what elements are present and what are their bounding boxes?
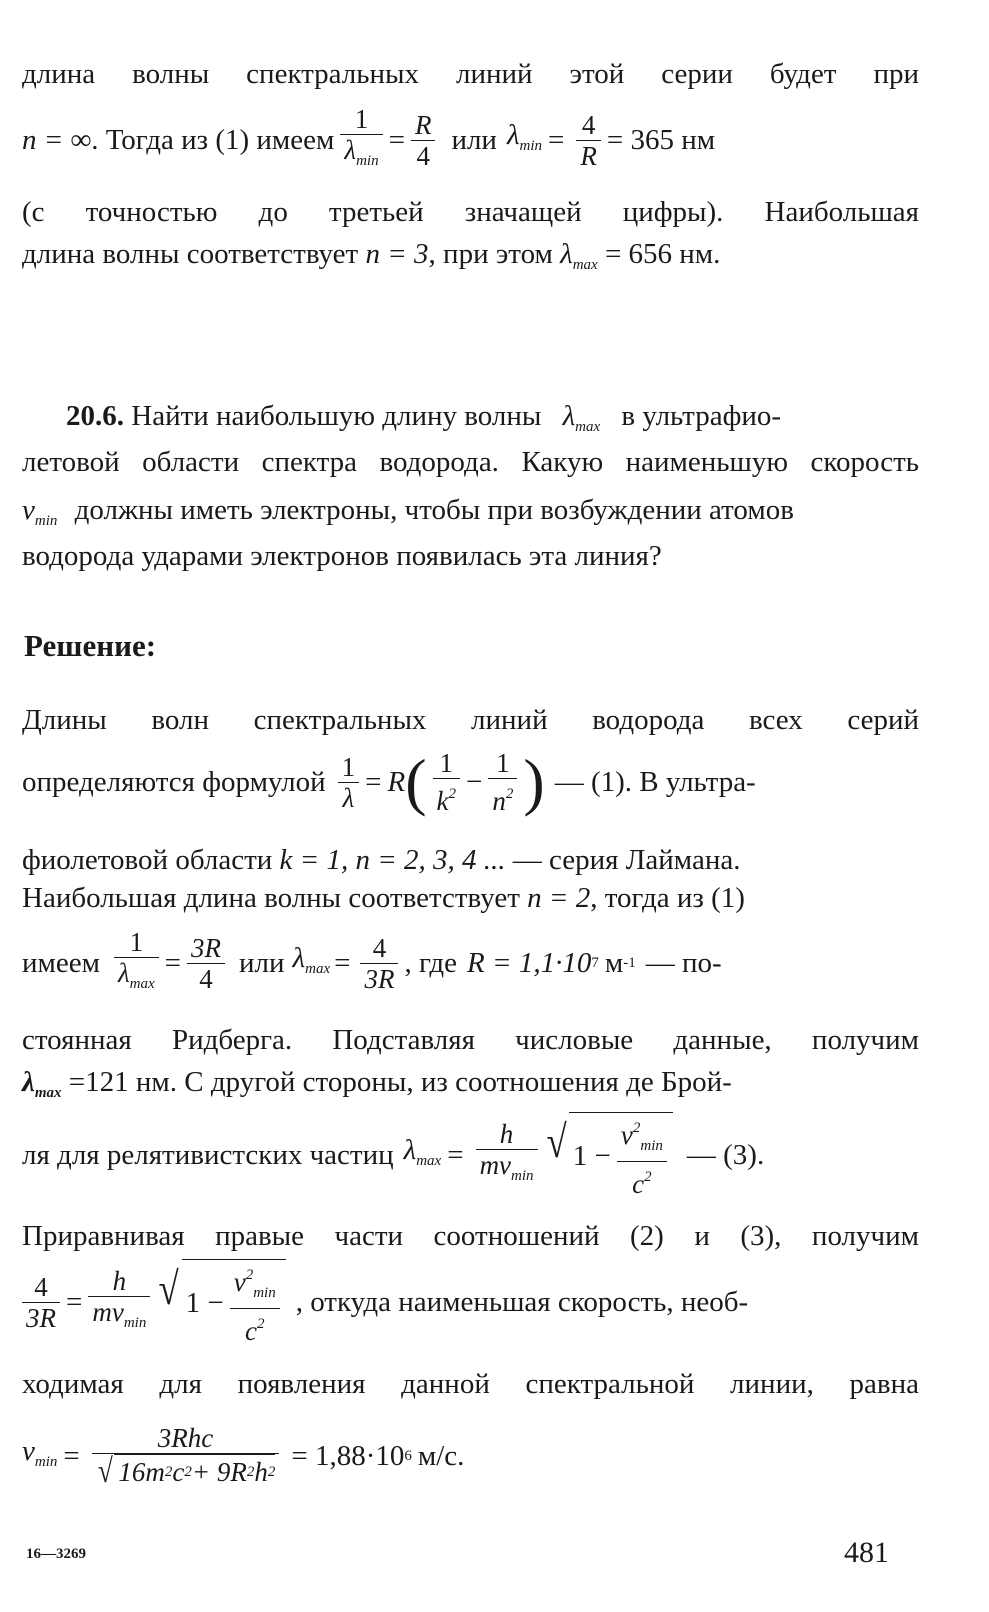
fraction: $\frac{1}{n^2}$	[488, 748, 517, 816]
text-line: Приравнивая правые части соотношений (2) и (3), получим	[22, 1220, 919, 1252]
problem-number: 20.6.	[66, 400, 124, 432]
fraction: $\frac{h}{mv_{min}}$	[88, 1266, 150, 1338]
problem-line: $v_{min}$ должны иметь электроны, чтобы при возбуждении атомов	[22, 494, 794, 529]
page-number: 481	[844, 1536, 889, 1569]
fraction: $\frac{1}{\lambda_{max}}$	[114, 927, 159, 999]
square-root: √ 1 − $\frac{v^2_{min}}{c^2}$	[544, 1112, 673, 1199]
square-root: √ 16m 2 c 2 + 9R 2 h 2	[97, 1452, 276, 1490]
fraction: $\frac{v^2_{min}}{c^2}$	[230, 1260, 280, 1346]
text-line: длина волны спектральных линий этой серии будет при	[22, 58, 919, 90]
fraction: $\frac{4}{3R}$	[22, 1272, 60, 1333]
formula-line: определяются формулой $\frac{1}{\lambda}$ = R ( $\frac{1}{k^2}$ − $\frac{1}{n^2}$ ) — (1). В ультра-	[22, 746, 756, 817]
problem-line: летовой области спектра водорода. Какую наименьшую скорость	[22, 446, 919, 478]
formula-line: $\frac{4}{3R}$ = $\frac{h}{mv_{min}}$ √ 1 − $\frac{v^2_{min}}{c^2}$ , откуда наименьшая скорость, необ-	[22, 1258, 919, 1346]
fraction: $\frac{1}{\lambda}$	[338, 752, 360, 813]
text-line: (с точностью до третьей значащей цифры). Наибольшая	[22, 196, 919, 228]
text-line: ходимая для появления данной спектральной линии, равна	[22, 1368, 919, 1400]
fraction: $\frac{v^2_{min}}{c^2}$	[617, 1113, 667, 1199]
fraction: $\frac{R}{4}$	[411, 110, 436, 171]
square-root: √ 1 − $\frac{v^2_{min}}{c^2}$	[156, 1259, 285, 1346]
text-line: Наибольшая длина волны соответствует n = 2, тогда из (1)	[22, 882, 745, 914]
fraction: $\frac{4}{3R}$	[360, 933, 398, 994]
fraction: $\frac{1}{\lambda_{min}}$	[340, 104, 382, 176]
solution-heading: Решение:	[24, 628, 157, 663]
printer-signature: 16—3269	[26, 1546, 86, 1562]
formula-line: $v_{min}$ = 3Rhc √ 16m 2 c 2 + 9R 2 h 2 = 1,88·10 6 м/с.	[22, 1422, 465, 1490]
fraction: $\frac{h}{mv_{min}}$	[476, 1119, 538, 1191]
text-line: $\lambda_{max} =121$ нм. С другой стороны, из соотношения де Брой-	[22, 1066, 732, 1101]
formula-line: n = ∞ . Тогда из (1) имеем $\frac{1}{\lambda_{min}}$ = $\frac{R}{4}$ или $\lambda_{min}$ = $\frac{4}{R}$ = 365 нм	[22, 100, 919, 180]
problem-line: водорода ударами электронов появилась эта линия?	[22, 540, 662, 572]
text-line: Длины волн спектральных линий водорода всех серий	[22, 704, 919, 736]
text-line: стоянная Ридберга. Подставляя числовые данные, получим	[22, 1024, 919, 1056]
fraction: $\frac{3R}{4}$	[187, 933, 225, 994]
formula-line: имеем $\frac{1}{\lambda_{max}}$ = $\frac{3R}{4}$ или $\lambda_{max}$ = $\frac{4}{3R}$ , где R = 1,1·10 7 м -1 — по-	[22, 920, 919, 1006]
fraction: $\frac{1}{k^2}$	[433, 748, 460, 816]
formula-line: ля для релятивистских частиц $\lambda_{max}$ = $\frac{h}{mv_{min}}$ √ 1 − $\frac{v^2_{min}}{c^2}$ — (3).	[22, 1110, 919, 1200]
problem-line: 20.6. Найти наибольшую длину волны $\lambda_{max}$ в ультрафио-	[66, 400, 782, 435]
fraction: $\frac{4}{R}$	[576, 110, 601, 171]
text-line: фиолетовой области k = 1, n = 2, 3, 4 ... — серия Лаймана.	[22, 844, 741, 876]
fraction: 3Rhc √ 16m 2 c 2 + 9R 2 h 2	[92, 1423, 280, 1490]
text-line: длина волны соответствует n = 3, при этом $\lambda_{max} = 656$ нм.	[22, 238, 721, 273]
